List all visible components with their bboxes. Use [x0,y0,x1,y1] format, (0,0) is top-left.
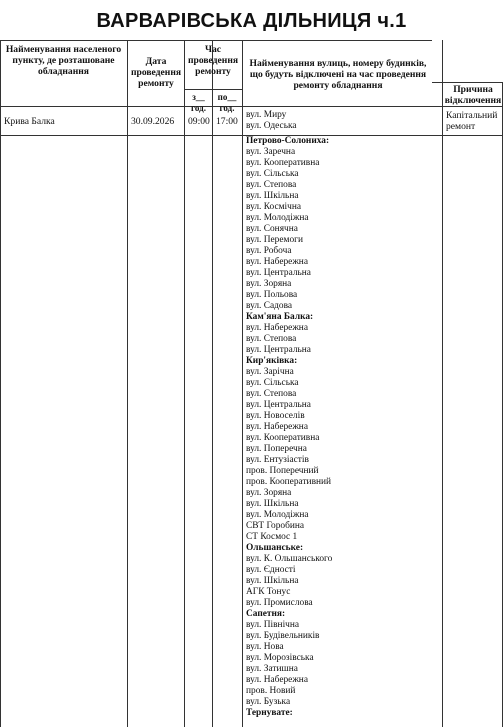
street-item: вул. Зоряна [246,488,292,498]
street-item: вул. Сільська [246,169,299,179]
street-item: СТ Космос 1 [246,532,298,542]
row-date: 30.09.2026 [131,116,175,127]
street-item: АГК Тонус [246,587,291,597]
street-item: вул. Шкільна [246,576,299,586]
settlement-group-heading: Петрово-Солониха: [246,136,330,146]
street-item: вул. К. Ольшанського [246,554,333,564]
grid-line [184,89,242,90]
street-item: вул. Робоча [246,246,292,256]
street-item: пров. Поперечний [246,466,319,476]
street-item: вул. Ентузіастів [246,455,309,465]
header-time-to: по__ год. [217,92,237,113]
street-item: вул. Сонячна [246,224,298,234]
street-item: пров. Кооперативний [246,477,332,487]
street-item: вул. Центральна [246,268,311,278]
street-item: вул. Сільська [246,378,299,388]
header-settlement: Найменування населеного пункту, де розташоване обладнання [5,44,122,77]
street-item: вул. Промислова [246,598,313,608]
settlement-group-heading: Тернувате: [246,708,293,718]
street-item: вул. Центральна [246,400,311,410]
street-item: вул. Затишна [246,664,298,674]
grid-line [0,40,432,41]
street-item: вул. Північна [246,620,300,630]
street-item: вул. Степова [246,389,297,399]
street-item: вул. Зарічна [246,367,294,377]
street-item: вул. Набережна [246,323,308,333]
street-item: вул. Шкільна [246,499,299,509]
street-item: вул. Нова [246,642,284,652]
grid-line [212,40,213,727]
street-item: вул. Миру [246,110,287,120]
street-item: вул. Степова [246,180,297,190]
street-item: вул. Садова [246,301,293,311]
row-time-to: 17:00 [216,116,238,127]
settlement-group-heading: Кир'яківка: [246,356,298,366]
street-item: вул. Поперечна [246,444,307,454]
street-item: пров. Новий [246,686,296,696]
street-item: вул. Набережна [246,675,308,685]
street-item: вул. Молодіжна [246,213,309,223]
streets-list [246,110,441,719]
street-item: вул. Шкільна [246,191,299,201]
header-reason: Причина відключення [444,84,502,106]
header-time-from: з__ год. [191,92,206,113]
row-settlement: Крива Балка [4,116,55,127]
settlement-group-heading: Ольшанське: [246,543,304,553]
street-item: вул. Новоселів [246,411,305,421]
grid-line [127,40,128,727]
street-item: вул. Будівельників [246,631,320,641]
street-item: вул. Кооперативна [246,433,320,443]
page-title: ВАРВАРІВСЬКА ДІЛЬНИЦЯ ч.1 [96,10,407,32]
street-item: вул. Космічна [246,202,302,212]
street-item: вул. Заречна [246,147,296,157]
grid-line [0,40,1,727]
street-item: вул. Перемоги [246,235,304,245]
street-item: вул. Зоряна [246,279,292,289]
header-date: Дата проведення ремонту [130,56,182,89]
street-item: вул. Єдності [246,565,296,575]
street-item: вул. Набережна [246,422,308,432]
grid-line [184,40,185,727]
settlement-group-heading: Кам'яна Балка: [246,312,314,322]
street-item: вул. Одеська [246,121,297,131]
grid-line [442,40,443,727]
street-item: СВТ Горобина [246,521,305,531]
grid-line [0,106,503,107]
street-item: вул. Молодіжна [246,510,309,520]
settlement-group-heading: Сапетня: [246,609,286,619]
row-time-from: 09:00 [188,116,210,127]
street-item: вул. Набережна [246,257,308,267]
street-item: вул. Морозівська [246,653,314,663]
row-reason: Капітальний ремонт [446,110,498,132]
grid-line [432,82,503,83]
header-streets: Найменування вулиць, номеру будинків, що будуть відключені на час проведення ремонту обладнання [249,58,427,91]
outage-table [0,40,503,727]
street-item: вул. Степова [246,334,297,344]
street-item: вул. Кооперативна [246,158,320,168]
header-time: Час проведення ремонту [187,44,239,77]
street-item: вул. Бузька [246,697,291,707]
street-item: вул. Центральна [246,345,311,355]
grid-line [242,40,243,727]
street-item: вул. Польова [246,290,298,300]
